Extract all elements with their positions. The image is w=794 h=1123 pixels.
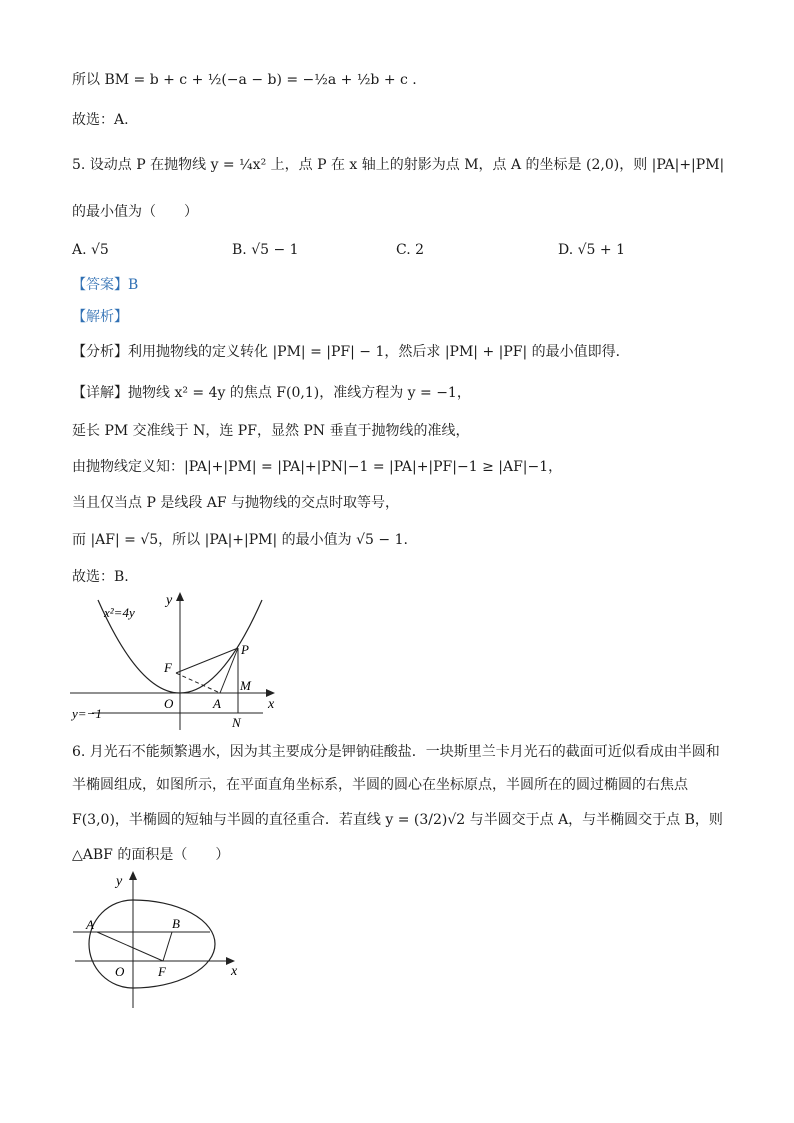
directrix-label: y=−1 — [72, 706, 102, 721]
y-axis-label: y — [116, 874, 123, 889]
option-b: B. √5 − 1 — [232, 242, 299, 258]
point-o-label: O — [164, 696, 174, 711]
question-6-stem: 6. 月光石不能频繁遇水，因为其主要成分是钾钠硅酸盐．一块斯里兰卡月光石的截面可近似看成由半圆和 — [72, 744, 720, 760]
point-a-label: A — [213, 696, 221, 711]
point-b-label: B — [172, 916, 180, 931]
x-axis-label: x — [231, 964, 238, 979]
point-p-label: P — [241, 642, 249, 657]
x-axis-label: x — [268, 697, 275, 712]
detail-text: 故选：B. — [72, 569, 129, 585]
question-6-stem-cont: △ABF 的面积是（ ） — [72, 847, 230, 863]
point-m-label: M — [240, 678, 251, 693]
curve-label: x²=4y — [104, 605, 135, 620]
text-line: 所以 BM = b + c + ½(−a − b) = −½a + ½b + c . — [72, 72, 417, 88]
detail-text: 由抛物线定义知：|PA|+|PM| = |PA|+|PN|−1 = |PA|+|PF|−1 ≥ |AF|−1， — [72, 459, 563, 475]
question-6-stem-cont: F(3,0)，半椭圆的短轴与半圆的直径重合．若直线 y = (3/2)√2 与半圆交于点 A，与半椭圆交于点 B，则 — [72, 812, 723, 828]
point-f-label: F — [164, 660, 172, 675]
y-axis-label: y — [166, 593, 173, 608]
option-c: C. 2 — [396, 242, 425, 258]
question-5-stem: 5. 设动点 P 在抛物线 y = ¼x² 上，点 P 在 x 轴上的射影为点 M，点 A 的坐标是 (2,0)，则 |PA|+|PM| — [72, 157, 725, 173]
question-6-stem-cont: 半椭圆组成，如图所示，在平面直角坐标系，半圆的圆心在坐标原点，半圆所在的圆过椭圆的右焦点 — [72, 777, 688, 793]
point-n-label: N — [232, 715, 241, 730]
text-line: 故选：A. — [72, 112, 129, 128]
moonstone-outline — [89, 900, 215, 988]
analysis-text: 【分析】利用抛物线的定义转化 |PM| = |PF| − 1，然后求 |PM| + |PF| 的最小值即得． — [72, 344, 630, 360]
answer-label: 【答案】B — [72, 277, 139, 293]
point-a-label: A — [86, 917, 94, 932]
moonstone-figure — [70, 868, 250, 1013]
point-f-label: F — [158, 964, 166, 979]
question-5-stem-cont: 的最小值为（ ） — [72, 204, 198, 220]
detail-text: 而 |AF| = √5，所以 |PA|+|PM| 的最小值为 √5 − 1. — [72, 532, 408, 548]
analysis-label: 【解析】 — [72, 309, 128, 325]
parabola-figure — [70, 590, 290, 735]
option-a: A. √5 — [72, 242, 109, 258]
option-d: D. √5 + 1 — [558, 242, 625, 258]
point-o-label: O — [115, 964, 125, 979]
detail-text: 延长 PM 交准线于 N，连 PF，显然 PN 垂直于抛物线的准线， — [72, 423, 470, 439]
detail-text: 【详解】抛物线 x² = 4y 的焦点 F(0,1)，准线方程为 y = −1， — [72, 385, 471, 401]
detail-text: 当且仅当点 P 是线段 AF 与抛物线的交点时取等号， — [72, 495, 400, 511]
